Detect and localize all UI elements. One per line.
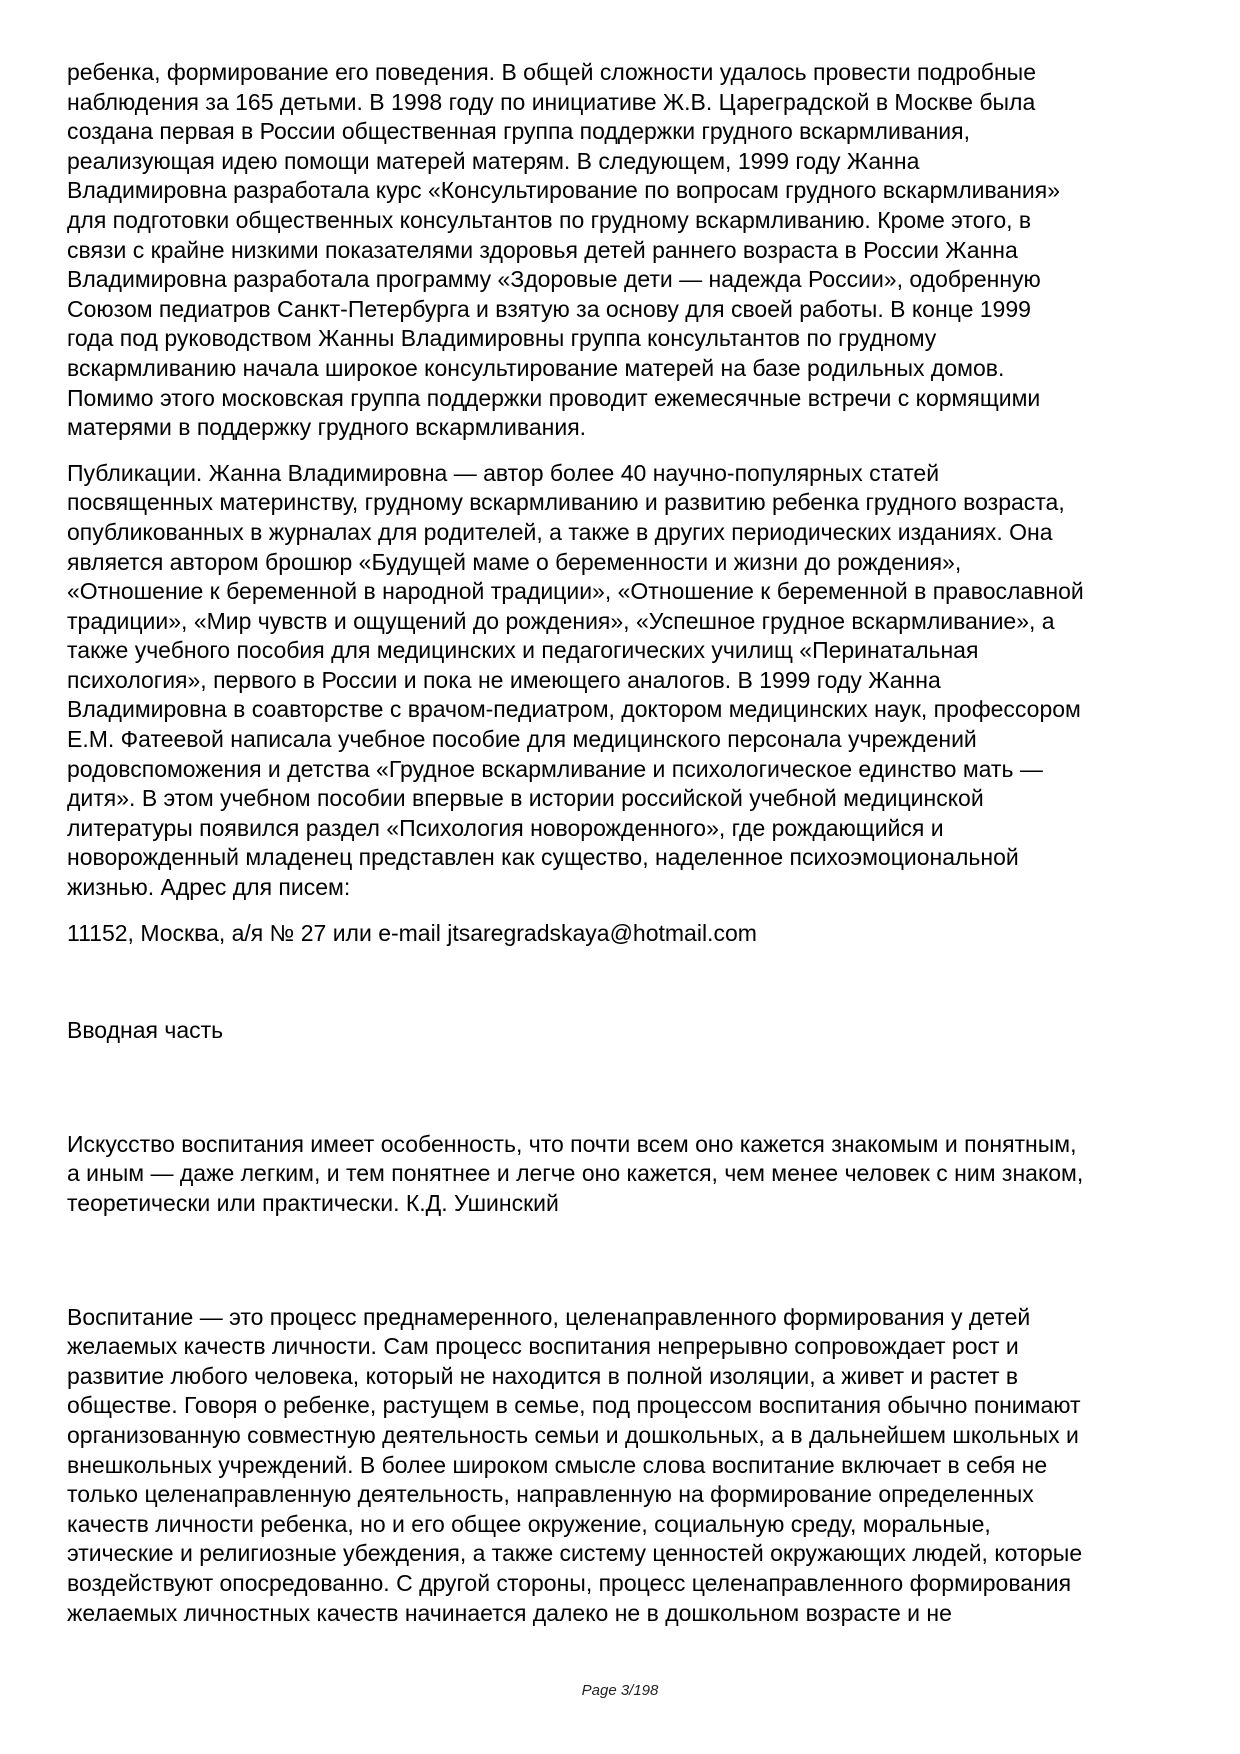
text-line: для подготовки общественных консультантов по грудному вскармливанию. Кроме этого, в [67,206,1032,233]
text-line: реализующая идею помощи матерей матерям. В следующем, 1999 году Жанна [67,147,920,174]
text-line: внешкольных учреждений. В более широком смысле слова воспитание включает в себя не [67,1451,1048,1478]
text-line: Воспитание — это процесс преднамеренного, целенаправленного формирования у детей [67,1303,1031,1330]
text-line: является автором брошюр «Будущей маме о беременности и жизни до рождения», [67,548,962,575]
text-line: а иным — даже легким, и тем понятнее и легче оно кажется, чем менее человек с ним знаком, [67,1160,1084,1187]
text-line: развитие любого человека, который не находится в полной изоляции, а живет и растет в [67,1362,1019,1389]
text-line: ребенка, формирование его поведения. В общей сложности удалось провести подробные [67,59,1036,85]
text-line: этические и религиозные убеждения, а также систему ценностей окружающих людей, которые [67,1540,1083,1567]
text-line: Владимировна в соавторстве с врачом-педиатром, доктором медицинских наук, профессором [67,696,1081,723]
epigraph [67,1130,1179,1219]
text-line: качеств личности ребенка, но и его общее окружение, социальную среду, моральные, [67,1510,991,1537]
document-page [67,58,1179,1628]
text-line: психология», первого в России и пока не имеющего аналогов. В 1999 году Жанна [67,666,941,693]
paragraph-publications [67,459,1179,903]
text-line: теоретически или практически. К.Д. Ушинский [67,1190,559,1216]
text-line: «Отношение к беременной в народной традиции», «Отношение к беременной в православной [67,578,1084,605]
text-line: родовспоможения и детства «Грудное вскармливание и психологическое единство мать — [67,755,1043,782]
text-line: литературы появился раздел «Психология новорожденного», где рождающийся и [67,814,944,841]
text-line: создана первая в России общественная группа поддержки грудного вскармливания, [67,118,970,145]
paragraph-upbringing [67,1303,1179,1629]
text-line: также учебного пособия для медицинских и педагогических училищ «Перинатальная [67,637,979,664]
text-line: воздействуют опосредованно. С другой стороны, процесс целенаправленного формирования [67,1569,1072,1596]
text-line: Искусство воспитания имеет особенность, что почти всем оно кажется знакомым и понятным, [67,1130,1077,1157]
text-line: Союзом педиатров Санкт-Петербурга и взятую за основу для своей работы. В конце 1999 [67,295,1031,322]
text-line: опубликованных в журналах для родителей, а также в других периодических изданиях. Она [67,518,1053,545]
page-number-footer: Page 3/198 [581,1682,659,1699]
text-line: наблюдения за 165 детьми. В 1998 году по инициативе Ж.В. Цареградской в Москве была [67,88,1036,115]
paragraph-intro [67,58,1179,443]
text-line: желаемых качеств личности. Сам процесс воспитания непрерывно сопровождает рост и [67,1333,1019,1360]
text-line: желаемых личностных качеств начинается далеко не в дошкольном возрасте и не [67,1599,952,1626]
text-line: матерями в поддержку грудного вскармливания. [67,414,587,441]
section-heading: Вводная часть [67,1017,224,1044]
text-line: Помимо этого московская группа поддержки проводит ежемесячные встречи с кормящими [67,384,1041,411]
text-line: дитя». В этом учебном пособии впервые в истории российской учебной медицинской [67,785,984,812]
text-line: вскармливанию начала широкое консультирование матерей на базе родильных домов. [67,354,1005,381]
text-line: Владимировна разработала программу «Здоровые дети — надежда России», одобренную [67,266,1041,293]
text-line: Публикации. Жанна Владимировна — автор более 40 научно-популярных статей [67,459,940,486]
text-line: организованную совместную деятельность семьи и дошкольных, а в дальнейшем школьных и [67,1421,1079,1448]
text-line: посвященных материнству, грудному вскармливанию и развитию ребенка грудного возраста, [67,489,1065,516]
text-line: обществе. Говоря о ребенке, растущем в семье, под процессом воспитания обычно понимают [67,1392,1081,1419]
text-line: жизнью. Адрес для писем: [67,874,351,901]
text-line: Владимировна разработала курс «Консультирование по вопросам грудного вскармливания» [67,177,1061,204]
mailing-address: 11152, Москва, а/я № 27 или e-mail jtsaregradskaya@hotmail.com [67,919,757,946]
text-line: Е.М. Фатеевой написала учебное пособие для медицинского персонала учреждений [67,726,977,753]
text-line: новорожденный младенец представлен как существо, наделенное психоэмоциональной [67,844,1019,871]
text-line: связи с крайне низкими показателями здоровья детей раннего возраста в России Жанна [67,236,1018,263]
text-line: традиции», «Мир чувств и ощущений до рождения», «Успешное грудное вскармливание», а [67,607,1055,634]
text-line: только целенаправленную деятельность, направленную на формирование определенных [67,1481,1034,1508]
text-line: года под руководством Жанны Владимировны группа консультантов по грудному [67,325,937,352]
